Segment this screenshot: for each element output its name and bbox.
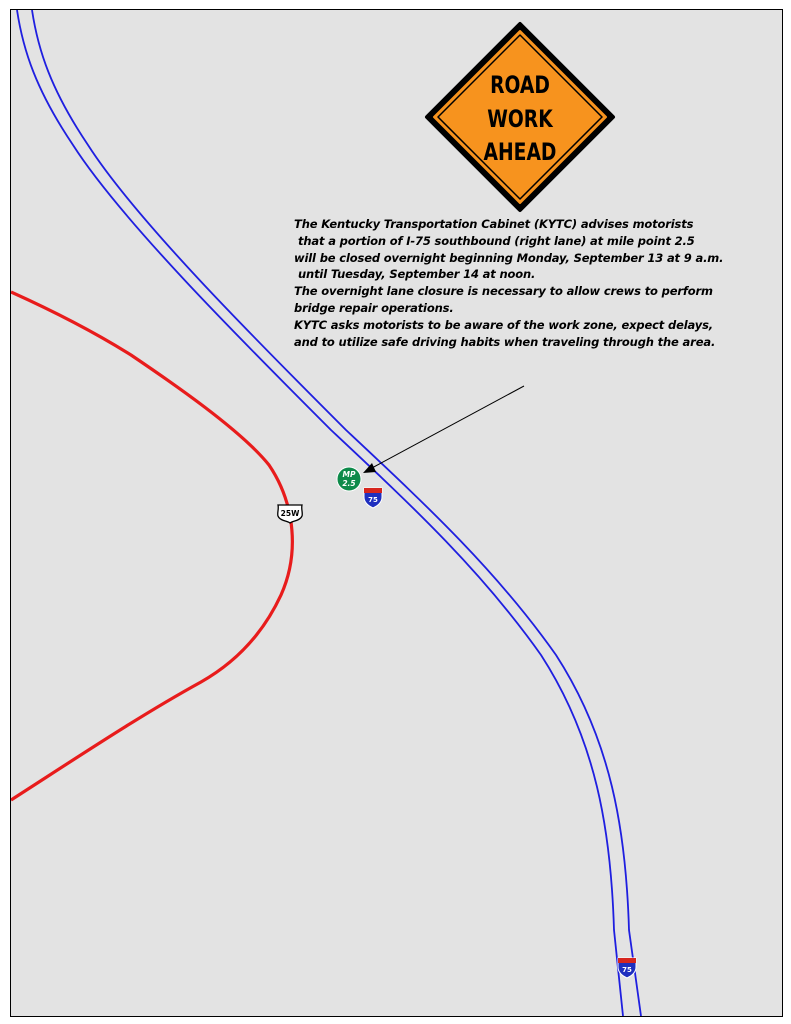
notice-line: that a portion of I-75 southbound (right lane) at mile point 2.5 bbox=[298, 233, 695, 248]
interstate-shield-icon bbox=[364, 488, 382, 508]
interstate-shield-label: 75 bbox=[622, 966, 632, 974]
mile-marker-badge bbox=[337, 467, 361, 491]
notice-line: until Tuesday, September 14 at noon. bbox=[298, 267, 536, 282]
notice-line: The Kentucky Transportation Cabinet (KYTC) advises motorists bbox=[294, 217, 694, 231]
us-25w-road bbox=[11, 292, 292, 800]
notice-line: KYTC asks motorists to be aware of the work zone, expect delays, bbox=[294, 317, 714, 332]
sign-line-2: WORK bbox=[487, 105, 553, 134]
notice-line: bridge repair operations. bbox=[294, 300, 454, 315]
notice-line: will be closed overnight beginning Monday, September 13 at 9 a.m. bbox=[294, 250, 724, 265]
interstate-shield-icon bbox=[618, 958, 636, 978]
notice-line: The overnight lane closure is necessary to allow crews to perform bbox=[294, 284, 713, 299]
closure-notice bbox=[294, 216, 774, 350]
interstate-shield-label: 75 bbox=[368, 496, 378, 504]
sign-line-3: AHEAD bbox=[483, 138, 557, 167]
notice-line: and to utilize safe driving habits when traveling through the area. bbox=[294, 334, 716, 349]
mile-marker-line2: 2.5 bbox=[342, 479, 356, 488]
mile-marker-line1: MP bbox=[342, 470, 356, 479]
pointer-arrowhead bbox=[363, 463, 376, 473]
road-work-sign bbox=[427, 24, 613, 210]
us-route-shield-icon bbox=[278, 505, 303, 523]
map-canvas bbox=[11, 10, 782, 1016]
us-route-shield-label: 25W bbox=[280, 509, 300, 518]
sign-line-1: ROAD bbox=[490, 71, 550, 100]
map-frame bbox=[10, 9, 783, 1017]
pointer-arrow-line bbox=[370, 386, 524, 469]
